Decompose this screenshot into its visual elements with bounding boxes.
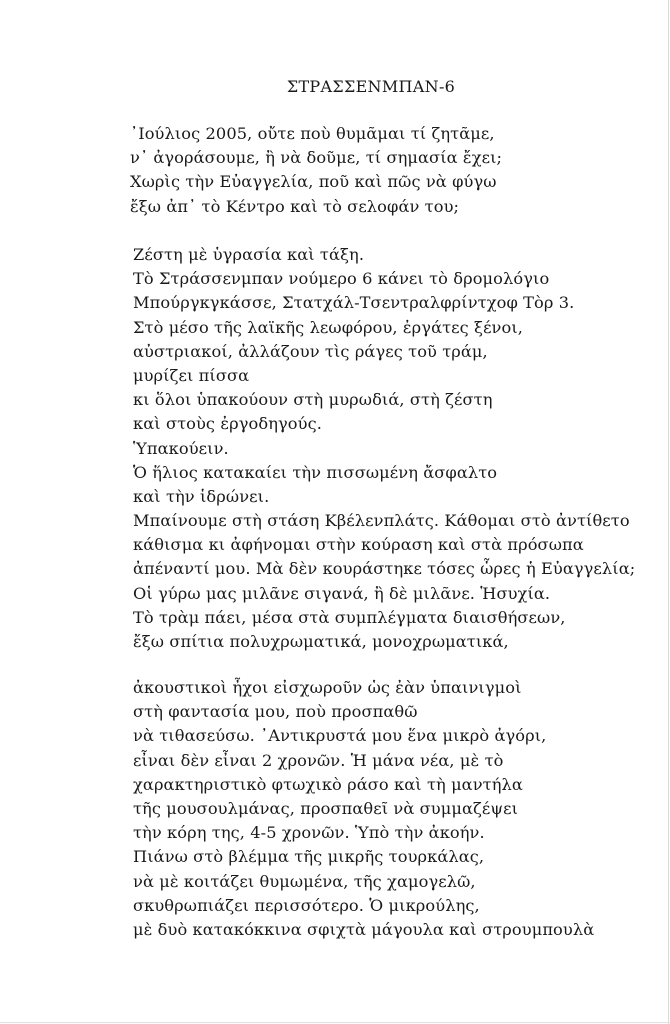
- poem-line: ἔξω ἀπ᾽ τὸ Κέντρο καὶ τὸ σελοφάν του;: [130, 196, 460, 216]
- poem-line: Μπούργκγκάσσε, Στατχάλ-Τσεντραλφρίντχοφ Τὸρ 3.: [133, 293, 575, 313]
- poem-line: κάθισμα κι ἀφήνομαι στὴν κούραση καὶ στὰ πρόσωπα: [133, 535, 584, 555]
- poem-line: τῆς μουσουλμάνας, προσπαθεῖ νὰ συμμαζέψει: [133, 798, 519, 818]
- poem-line: σκυθρωπιάζει περισσότερο. Ὁ μικρούλης,: [133, 895, 480, 915]
- poem-line: ᾽Ιούλιος 2005, οὔτε ποὺ θυμᾶμαι τί ζητᾶμε,: [130, 124, 495, 143]
- poem-line: εἶναι δὲν εἶναι 2 χρονῶν. Ἡ μάνα νέα, μὲ τὸ: [133, 750, 504, 770]
- poem-line: Ὁ ἥλιος κατακαίει τὴν πισσωμένη ἄσφαλτο: [133, 462, 498, 482]
- poem-line: ν᾽ ἀγοράσουμε, ἢ νὰ δοῦμε, τί σημασία ἔχει;: [130, 148, 503, 168]
- poem-line: Ὑπακούειν.: [133, 438, 229, 458]
- poem-line: Τὸ τρὰμ πάει, μέσα στὰ συμπλέγματα διαισθήσεων,: [133, 607, 566, 627]
- poem-line: νὰ μὲ κοιτάζει θυμωμένα, τῆς χαμογελῶ,: [133, 871, 476, 891]
- poem-line: ἀπέναντί μου. Μὰ δὲν κουράστηκε τόσες ὧρες ἡ Εὐαγγελία;: [133, 559, 636, 579]
- poem-line: Χωρὶς τὴν Εὐαγγελία, ποῦ καὶ πῶς νὰ φύγω: [130, 172, 497, 192]
- poem-line: μυρίζει πίσσα: [133, 365, 250, 385]
- poem-title: ΣΤΡΑΣΣΕΝΜΠΑΝ-6: [286, 77, 456, 96]
- stanza-3: [133, 676, 594, 942]
- page-edge-right: [668, 0, 669, 1024]
- poem-line: Στὸ μέσο τῆς λαϊκῆς λεωφόρου, ἐργάτες ξένοι,: [133, 317, 524, 337]
- poem-line: Ζέστη μὲ ὑγρασία καὶ τάξη.: [133, 245, 365, 264]
- poem-line: Μπαίνουμε στὴ στάση Κβέλενπλάτς. Κάθομαι στὸ ἀντίθετο: [133, 511, 630, 531]
- poem-line: Τὸ Στράσσενμπαν νούμερο 6 κάνει τὸ δρομολόγιο: [133, 269, 550, 289]
- poem-line: Πιάνω στὸ βλέμμα τῆς μικρῆς τουρκάλας,: [133, 847, 485, 867]
- page-edge-bottom: [0, 1022, 670, 1023]
- poem-line: καὶ τὴν ἱδρώνει.: [133, 486, 270, 506]
- poem-line: κι ὅλοι ὑπακούουν στὴ μυρωδιά, στὴ ζέστη: [133, 390, 493, 410]
- poem-line: ἔξω σπίτια πολυχρωματικά, μονοχρωματικά,: [133, 632, 509, 651]
- poem-line: ἀκουστικοὶ ἦχοι εἰσχωροῦν ὡς ἐὰν ὑπαινιγμοὶ: [133, 678, 522, 697]
- poem-line: καὶ στοὺς ἐργοδηγούς.: [133, 414, 322, 434]
- stanza-2: [133, 243, 635, 654]
- poem-line: Οἱ γύρω μας μιλᾶνε σιγανά, ἢ δὲ μιλᾶνε. Ἡσυχία.: [133, 583, 551, 603]
- poem-line: χαρακτηριστικὸ φτωχικὸ ράσο καὶ τὴ μαντήλα: [133, 774, 523, 794]
- poem-line: νὰ τιθασεύσω. ᾽Αντικρυστά μου ἕνα μικρὸ ἀγόρι,: [133, 726, 547, 746]
- stanza-1: [130, 122, 502, 219]
- poem-line: στὴ φαντασία μου, ποὺ προσπαθῶ: [133, 702, 418, 722]
- poem-line: μὲ δυὸ κατακόκκινα σφιχτὰ μάγουλα καὶ στρουμπουλὰ: [133, 919, 595, 939]
- poem-line: αὐστριακοί, ἀλλάζουν τὶς ράγες τοῦ τράμ,: [133, 341, 488, 361]
- poem-line: τὴν κόρη της, 4-5 χρονῶν. Ὑπὸ τὴν ἀκοήν.: [133, 823, 485, 843]
